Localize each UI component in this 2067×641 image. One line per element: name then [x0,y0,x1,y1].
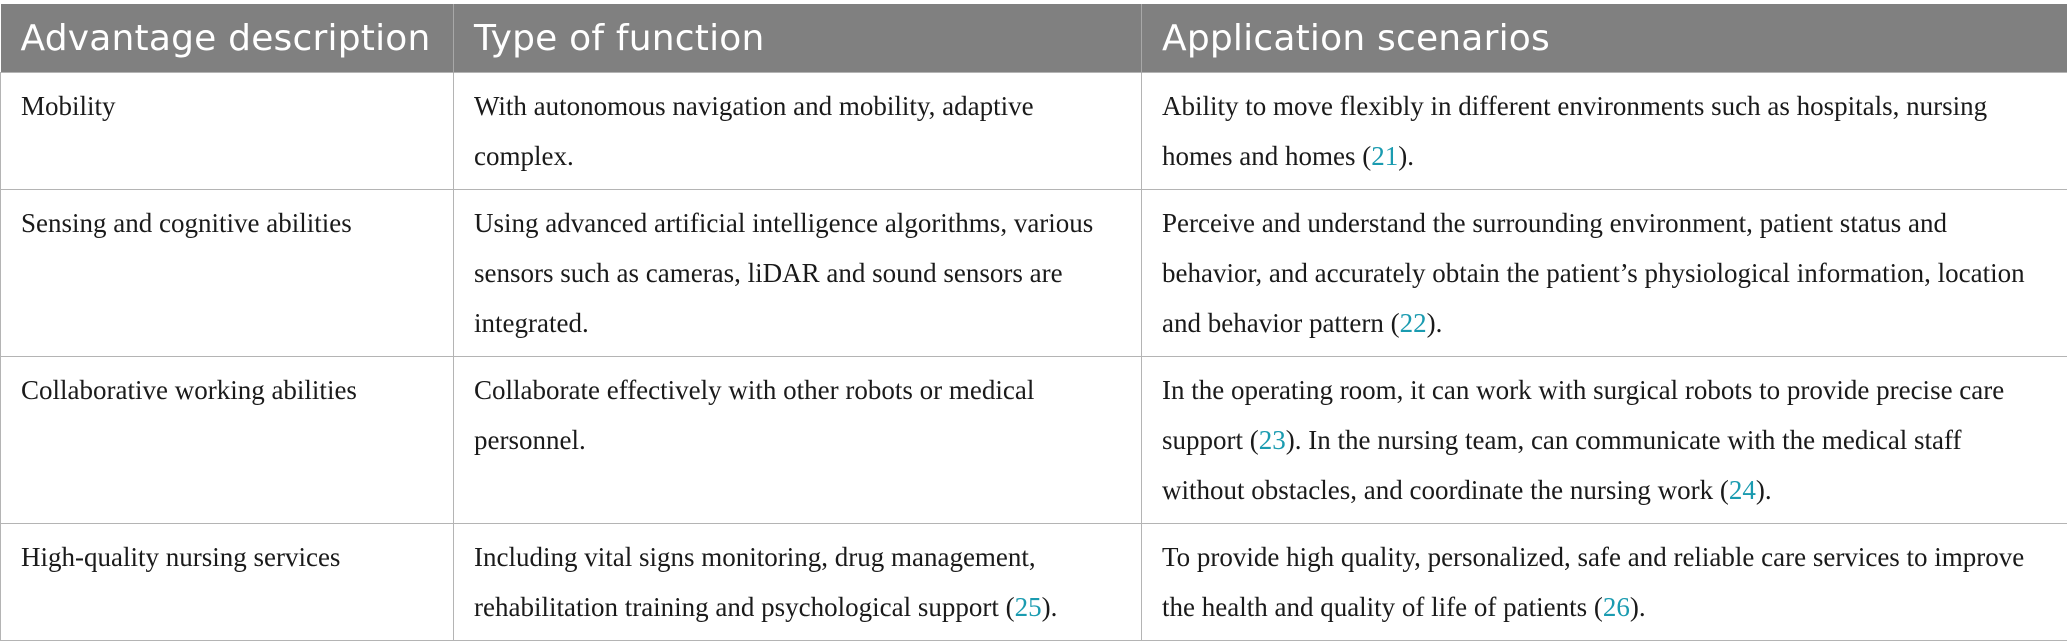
reference-link[interactable]: 23 [1259,425,1286,455]
header-advantage: Advantage description [1,4,454,73]
cell-scenario [1142,357,2067,524]
cell-function [454,357,1142,524]
cell-text: Ability to move flexibly in different environments such as hospitals, nursing homes and homes ( [1162,91,1987,171]
reference-link[interactable]: 21 [1371,141,1398,171]
cell-text: In the operating room, it can work with surgical robots to provide precise care support ( [1162,375,2004,455]
cell-text: In the nursing team, can communicate with the medical staff without obstacles, and coordinate the nursing work ( [1162,425,1962,505]
cell-text: ). [1042,592,1058,622]
table-row [1,524,2067,641]
table-row [1,190,2067,357]
cell-text: Using advanced artificial intelligence algorithms, various sensors such as cameras, liDAR and sound sensors are integrated. [474,208,1093,338]
header-row [1,4,2067,73]
reference-link[interactable]: 26 [1603,592,1630,622]
cell-text: ). [1286,425,1302,455]
header-function: Type of function [454,4,1142,73]
cell-function [454,524,1142,641]
advantages-table [0,4,2067,641]
header-scenarios: Application scenarios [1142,4,2067,73]
cell-text: To provide high quality, personalized, safe and reliable care services to improve the health and quality of life of patients ( [1162,542,2024,622]
cell-text: ). [1398,141,1414,171]
cell-scenario [1142,73,2067,190]
table-container [0,4,2067,641]
cell-text: ). [1756,475,1772,505]
cell-text: Collaborate effectively with other robots or medical personnel. [474,375,1034,455]
reference-link[interactable]: 22 [1400,308,1427,338]
cell-advantage: High-quality nursing services [1,524,454,641]
cell-text: Perceive and understand the surrounding environment, patient status and behavior, and accurately obtain the patient’s physiological information, location and behavior pattern ( [1162,208,2025,338]
reference-link[interactable]: 25 [1015,592,1042,622]
cell-text: With autonomous navigation and mobility, adaptive complex. [474,91,1034,171]
cell-text: Including vital signs monitoring, drug management, rehabilitation training and psychological support ( [474,542,1036,622]
table-header [1,4,2067,73]
cell-advantage: Mobility [1,73,454,190]
reference-link[interactable]: 24 [1729,475,1756,505]
cell-scenario [1142,190,2067,357]
cell-text: ). [1427,308,1443,338]
cell-text: ). [1630,592,1646,622]
table-row [1,357,2067,524]
cell-advantage: Collaborative working abilities [1,357,454,524]
cell-advantage: Sensing and cognitive abilities [1,190,454,357]
cell-function [454,190,1142,357]
table-body [1,73,2067,641]
cell-function [454,73,1142,190]
cell-scenario [1142,524,2067,641]
table-row [1,73,2067,190]
